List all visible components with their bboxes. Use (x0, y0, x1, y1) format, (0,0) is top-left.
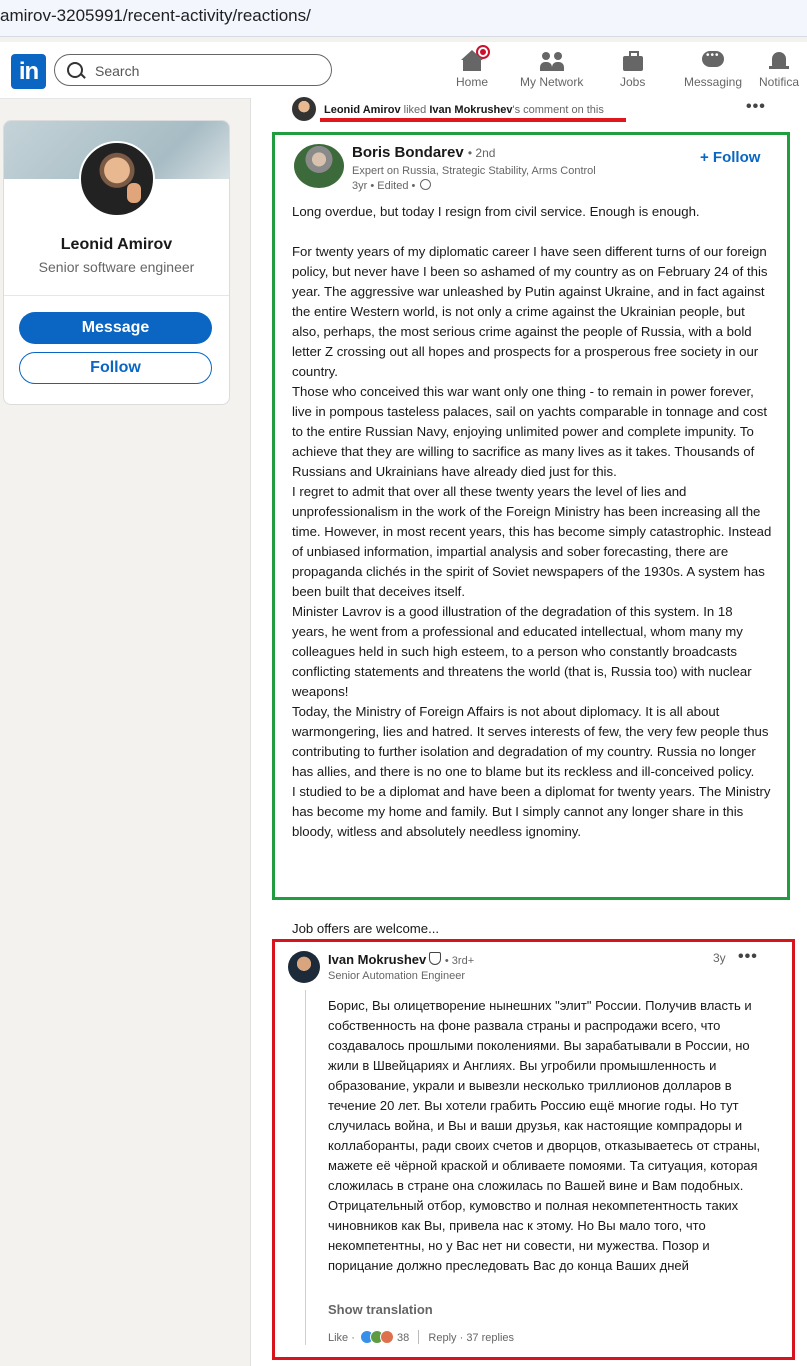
briefcase-icon (621, 50, 645, 72)
post-follow-button[interactable]: + Follow (700, 149, 761, 166)
activity-suffix: 's comment on this (512, 104, 604, 116)
search-input[interactable] (93, 60, 317, 82)
post-paragraph: Long overdue, but today I resign from civil service. Enough is enough. (292, 204, 700, 219)
home-icon (460, 50, 484, 72)
post-paragraph: I regret to admit that over all these twenty years the level of lies and unprofessionalism in the work of the Foreign Ministry has been increasing all the time. However, in most recent years, this has become simply catastrophic. Instead of unbiased information, impartial analysis and sober forecasting, there are propaganda clichés in the spirit of Soviet newspapers of the 1930s. A system has been built that deceives itself. (292, 484, 772, 599)
comment-author-name[interactable]: Ivan Mokrushev (328, 952, 427, 967)
post-author-avatar[interactable] (294, 144, 344, 188)
comment-author-avatar[interactable] (288, 951, 320, 983)
like-button[interactable]: Like · (328, 1332, 355, 1344)
search-box[interactable] (54, 54, 332, 86)
nav-my-network[interactable] (520, 50, 583, 89)
message-button[interactable]: Message (19, 312, 212, 344)
post-author-degree: • 2nd (467, 146, 496, 160)
nav-jobs-label: Jobs (620, 75, 646, 89)
profile-card (3, 120, 230, 405)
paragraph-gap (292, 222, 772, 242)
post-paragraph: Those who conceived this war want only one thing - to remain in power forever, live in pompous tasteless palaces, sail on yachts comparable in tonnage and cost to the entire Russian Navy, enjoying unlimited power and complete impunity. To achieve that they are willing to sacrifice as many lives as it takes. Thousands of Russians and Ukrainians have already died just for this. (292, 384, 768, 479)
nav-notifications[interactable] (759, 50, 799, 89)
show-translation-button[interactable]: Show translation (328, 1302, 433, 1317)
post-meta-text: 3yr • Edited • (352, 180, 416, 192)
nav-home-label: Home (456, 75, 489, 89)
post-body (292, 202, 772, 842)
love-reaction-icon (380, 1330, 394, 1344)
linkedin-logo[interactable]: in (11, 54, 46, 89)
divider (418, 1330, 419, 1344)
post-paragraph: I studied to be a diplomat and have been a diplomat for twenty years. The Ministry has become my home and family. But I simply cannot any longer share in this bloody, witless and absolutely needless ignominy. (292, 784, 771, 839)
nav-jobs[interactable] (620, 50, 645, 89)
nav-my-network-label: My Network (520, 75, 584, 89)
reply-button[interactable]: Reply · (428, 1332, 464, 1344)
replies-count[interactable]: 37 replies (466, 1332, 515, 1344)
verified-shield-icon (429, 952, 441, 965)
follow-button[interactable]: Follow (19, 352, 212, 384)
activity-avatar[interactable] (292, 97, 316, 121)
comment-author-headline: Senior Automation Engineer (328, 970, 465, 982)
divider (4, 295, 229, 296)
comment-text: Борис, Вы олицетворение нынешних "элит" России. Получив власть и собственность на фоне развала страны и распродажи всего, что создавалось прошлыми поколениями. Вы зарабатывали в России, но жили в Швейцариях и Англиях. Вы угробили промышленность и образование, украли и вывезли несколько триллионов долларов в течение 20 лет. Вы хотели грабить Россию ещё многие годы. Но тут случилась война, и Вы и ваши друзья, как настоящие компрадоры и коллаборанты, ради своих счетов и дворцов, отказываетесь от страны, мажете её чёрной краской и обливаете помоями. Та ситуация, которая сложилась в стране она сложилась по Вашей вине и Вам подобных. Отрицательный отбор, кумовство и полная некомпетентность таких чиновников как Вы, привела нас к этому. Но Вы мало того, что некомпетентны, но у Вас нет ни совести, ни мужества. Позор и порицание должно преследовать Вас до конца Ваших дней (328, 998, 761, 1273)
activity-actor[interactable]: Leonid Amirov (324, 104, 401, 116)
post-author-headline: Expert on Russia, Strategic Stability, Arms Control (352, 165, 596, 177)
profile-headline: Senior software engineer (38, 259, 195, 275)
post-trailing-line: Job offers are welcome... (292, 921, 440, 936)
post-author-name[interactable]: Boris Bondarev (352, 144, 464, 161)
notification-badge (476, 45, 490, 59)
post-author[interactable] (352, 144, 495, 161)
comment-author-degree: • 3rd+ (444, 955, 475, 967)
highlight-underline (320, 118, 626, 122)
comment-time: 3y (713, 951, 726, 965)
globe-icon (420, 179, 431, 190)
thread-line (305, 990, 306, 1345)
nav-messaging-label: Messaging (684, 75, 743, 89)
browser-address-bar[interactable] (0, 0, 807, 37)
activity-verb: liked (403, 104, 427, 116)
messaging-icon (701, 50, 725, 72)
url-text: amirov-3205991/recent-activity/reactions/ (0, 6, 311, 25)
post-paragraph: Minister Lavrov is a good illustration of the degradation of this system. In 18 years, he went from a professional and educated intellectual, whom many my colleagues held in such high esteem, to a person who constantly broadcasts conflicting statements and threatens the world (that is, Russia too) with nuclear weapons! (292, 604, 752, 699)
profile-name[interactable]: Leonid Amirov (60, 236, 173, 253)
comment-author[interactable] (328, 952, 474, 967)
comment-actions (328, 1330, 514, 1344)
nav-messaging[interactable] (684, 50, 742, 89)
reaction-count[interactable]: 38 (397, 1332, 410, 1344)
top-nav (0, 42, 807, 99)
post-paragraph: For twenty years of my diplomatic career I have seen different turns of our foreign policy, but never have I been so ashamed of my country as on February 24 of this year. The aggressive war unleashed by Putin against Ukraine, and in fact against the entire Western world, is not only a crime against the Ukrainian people, but also, perhaps, the most serious crime against the people of Russia, with a bold letter Z crossing out all hopes and prospects for a prosperous free society in our country. (292, 244, 768, 379)
avatar[interactable] (79, 141, 155, 217)
bell-icon (767, 50, 791, 72)
comment-more-icon[interactable]: ••• (738, 948, 758, 965)
nav-home[interactable] (456, 50, 488, 89)
activity-target[interactable]: Ivan Mokrushev (429, 104, 513, 116)
activity-header (324, 104, 604, 116)
nav-notifications-label: Notifica (759, 75, 800, 89)
post-paragraph: Today, the Ministry of Foreign Affairs is not about diplomacy. It is all about warmongering, lies and hatred. It serves interests of few, the very few people thus contributing to further isolation and degradation of my country. Russia no longer has allies, and there is no one to blame but its reckless and ill-conceived policy. (292, 704, 769, 779)
network-icon (540, 50, 564, 72)
search-icon (67, 62, 83, 78)
post-more-icon[interactable]: ••• (746, 98, 766, 115)
post-meta (352, 179, 431, 192)
